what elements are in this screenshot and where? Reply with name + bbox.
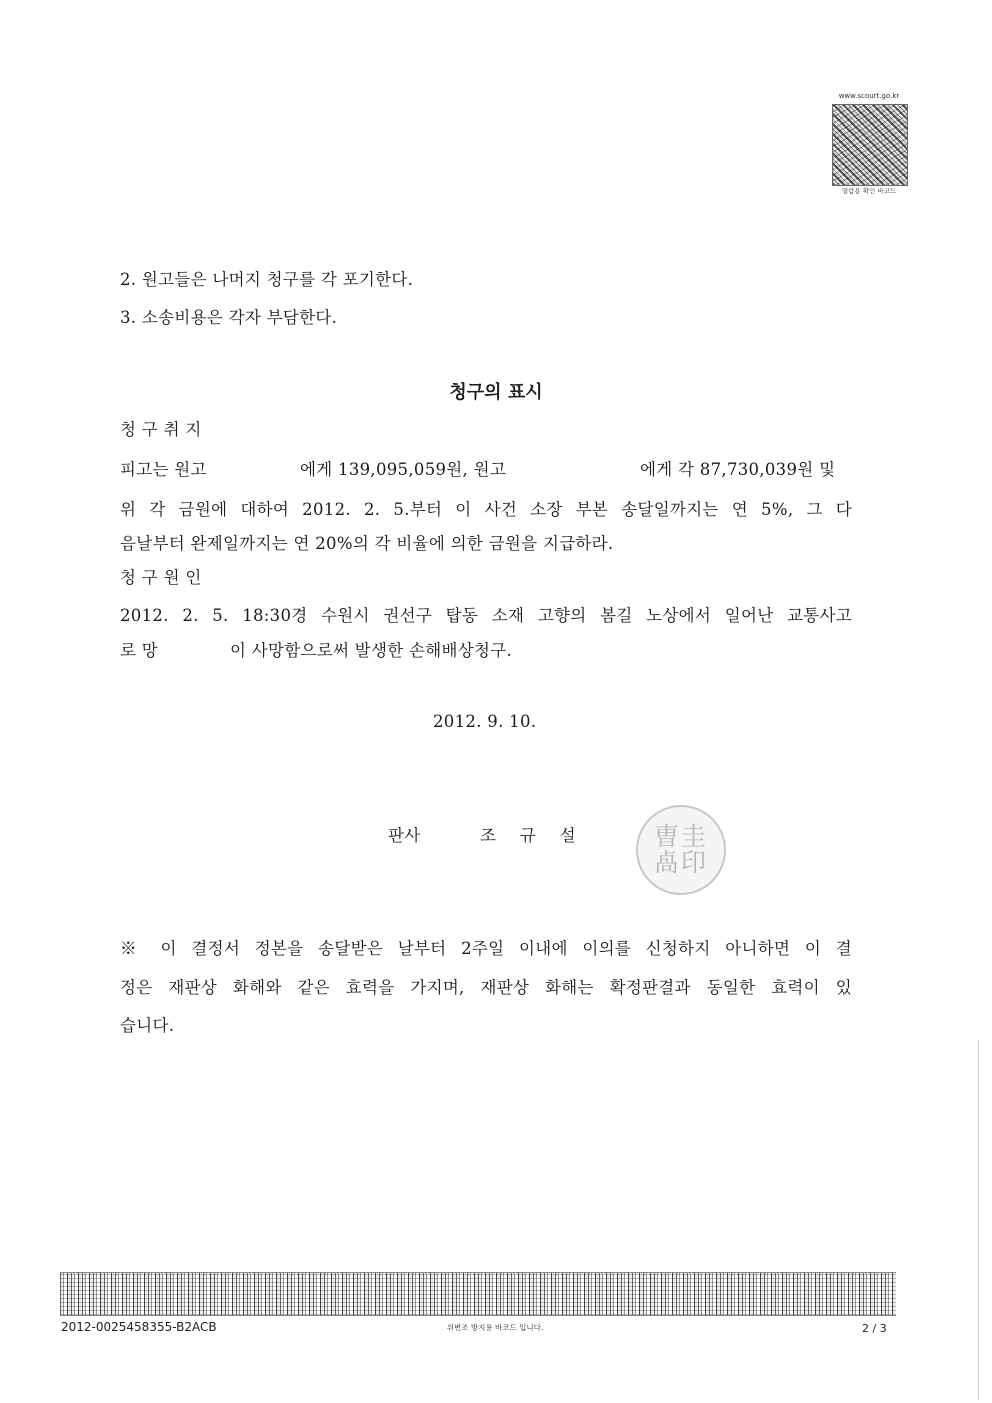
claim-purpose-line1-c: 에게 각 87,730,039원 및 — [640, 460, 836, 479]
scan-edge-line — [978, 1040, 979, 1400]
qr-caption: 열람용 확인 바코드 — [841, 187, 897, 195]
ruling-item-2: 2. 원고들은 나머지 청구를 각 포기한다. — [120, 270, 414, 289]
judge-name: 조 규 설 — [480, 826, 576, 845]
claim-purpose-heading: 청 구 취 지 — [120, 420, 202, 439]
qr-url-text: www.scourt.go.kr — [838, 92, 900, 100]
anti-forgery-barcode — [60, 1272, 896, 1316]
judge-title: 판사 — [388, 826, 421, 845]
document-id: 2012-0025458355-B2ACB — [61, 1320, 217, 1334]
claim-purpose-line1-a: 피고는 원고 — [120, 460, 207, 479]
notice-line2: 정은 재판상 화해와 같은 효력을 가지며, 재판상 화해는 확정판결과 동일한 효력이 있 — [120, 978, 852, 997]
judge-seal-stamp — [636, 805, 726, 895]
verification-qr-code — [832, 104, 908, 186]
claim-cause-line2-b: 이 사망함으로써 발생한 손해배상청구. — [230, 641, 513, 660]
claim-purpose-line3: 음날부터 완제일까지는 연 20%의 각 비율에 의한 금원을 지급하라. — [120, 534, 614, 553]
notice-line1: ※ 이 결정서 정본을 송달받은 날부터 2주일 이내에 이의를 신청하지 아니하면 이 결 — [120, 939, 852, 958]
claim-purpose-line1-b: 에게 139,095,059원, 원고 — [300, 460, 507, 479]
claim-cause-line1: 2012. 2. 5. 18:30경 수원시 권선구 탑동 소재 고향의 봄길 노상에서 일어난 교통사고 — [120, 606, 852, 625]
barcode-note: 위변조 방지용 바코드 입니다. — [446, 1323, 544, 1332]
ruling-item-3: 3. 소송비용은 각자 부담한다. — [120, 308, 338, 327]
claim-section-title: 청구의 표시 — [449, 382, 543, 403]
seal-text: 曺圭卨印 — [653, 822, 708, 877]
notice-line3: 습니다. — [120, 1016, 175, 1035]
claim-cause-heading: 청 구 원 인 — [120, 568, 202, 587]
claim-purpose-line2: 위 각 금원에 대하여 2012. 2. 5.부터 이 사건 소장 부본 송달일까지는 연 5%, 그 다 — [120, 500, 852, 519]
page-number: 2 / 3 — [862, 1322, 887, 1335]
claim-cause-line2-a: 로 망 — [120, 641, 159, 660]
decision-date: 2012. 9. 10. — [433, 712, 537, 731]
